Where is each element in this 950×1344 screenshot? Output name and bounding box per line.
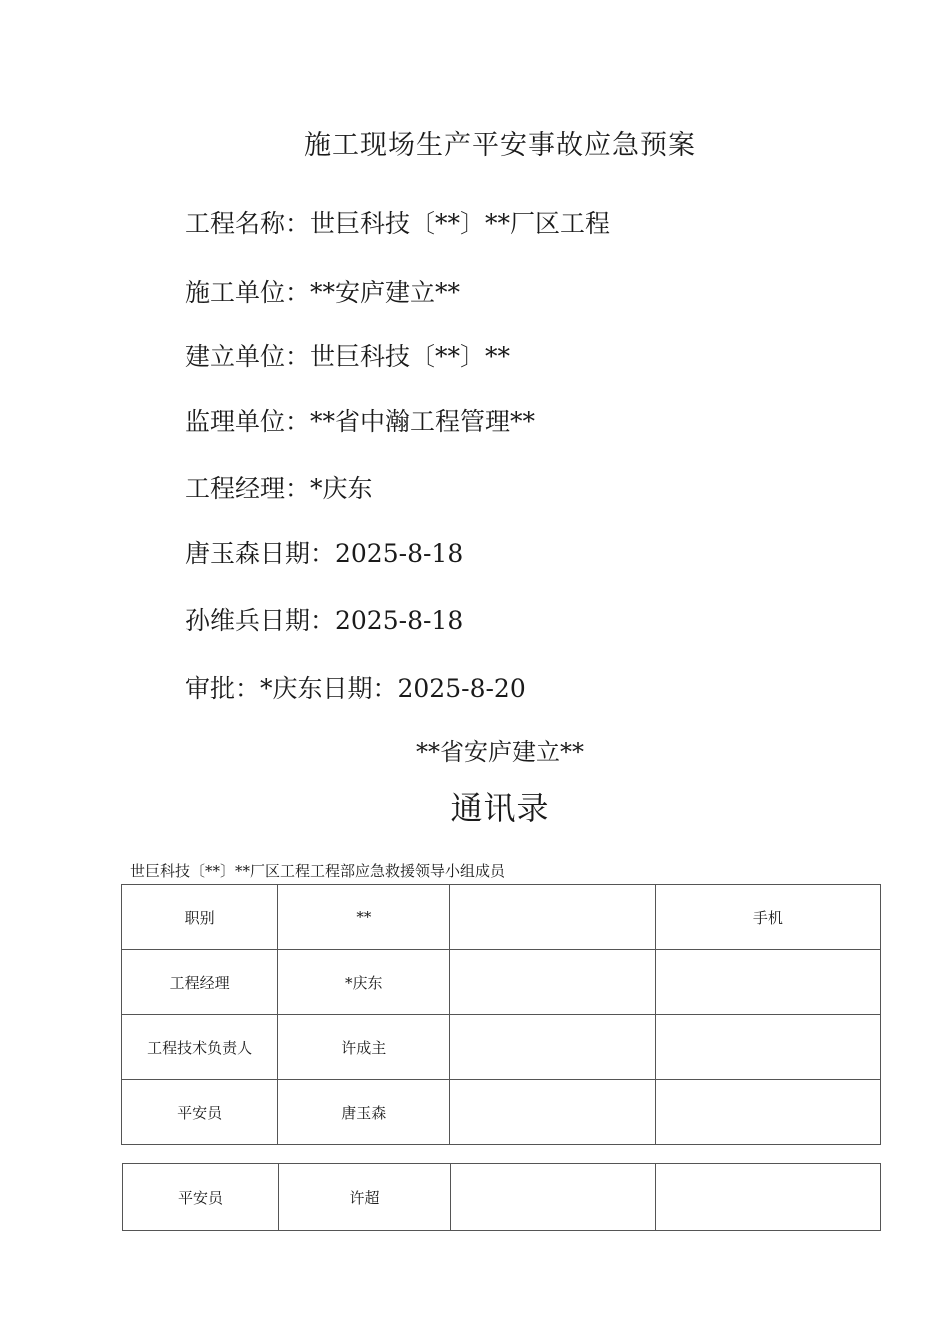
table-header-row	[122, 885, 881, 950]
project-manager-line: 工程经理：*庆东	[185, 474, 373, 503]
compiler-date-line: 唐玉森日期：2025-8-18	[185, 539, 464, 568]
directory-title: 通讯录	[450, 789, 550, 827]
cell-blank	[450, 950, 655, 1015]
cell-name: 唐玉森	[278, 1080, 450, 1145]
reviewer-date-line: 孙维兵日期：2025-8-18	[185, 606, 464, 635]
header-mobile: 手机	[655, 885, 880, 950]
cell-blank	[450, 1080, 655, 1145]
approval-date-line: 审批：*庆东日期：2025-8-20	[185, 674, 526, 703]
cell-name: 许成主	[278, 1015, 450, 1080]
table-row	[123, 1164, 881, 1231]
table-row	[122, 950, 881, 1015]
cell-mobile	[655, 1080, 880, 1145]
table-row	[122, 1015, 881, 1080]
header-blank	[450, 885, 655, 950]
project-name-line: 工程名称：世巨科技〔**〕**厂区工程	[185, 209, 611, 238]
cell-mobile	[655, 1015, 880, 1080]
header-name: **	[278, 885, 450, 950]
company-name: **省安庐建立**	[416, 738, 584, 766]
cell-position: 工程技术负责人	[122, 1015, 278, 1080]
cell-mobile	[656, 1164, 881, 1231]
table-caption: 世巨科技〔**〕**厂区工程工程部应急救援领导小组成员	[130, 862, 506, 880]
cell-blank	[451, 1164, 656, 1231]
cell-name: *庆东	[278, 950, 450, 1015]
cell-position: 工程经理	[122, 950, 278, 1015]
cell-position: 平安员	[122, 1080, 278, 1145]
cell-name: 许超	[279, 1164, 451, 1231]
construction-unit-line: 施工单位：**安庐建立**	[185, 278, 461, 307]
cell-blank	[450, 1015, 655, 1080]
contact-table	[121, 884, 881, 1145]
supervision-unit-line: 监理单位：**省中瀚工程管理**	[185, 407, 536, 436]
cell-mobile	[655, 950, 880, 1015]
table-row	[122, 1080, 881, 1145]
cell-position: 平安员	[123, 1164, 279, 1231]
builder-unit-line: 建立单位：世巨科技〔**〕**	[185, 342, 511, 371]
document-title: 施工现场生产平安事故应急预案	[304, 130, 696, 161]
contact-table-continued	[122, 1163, 881, 1231]
header-position: 职别	[122, 885, 278, 950]
